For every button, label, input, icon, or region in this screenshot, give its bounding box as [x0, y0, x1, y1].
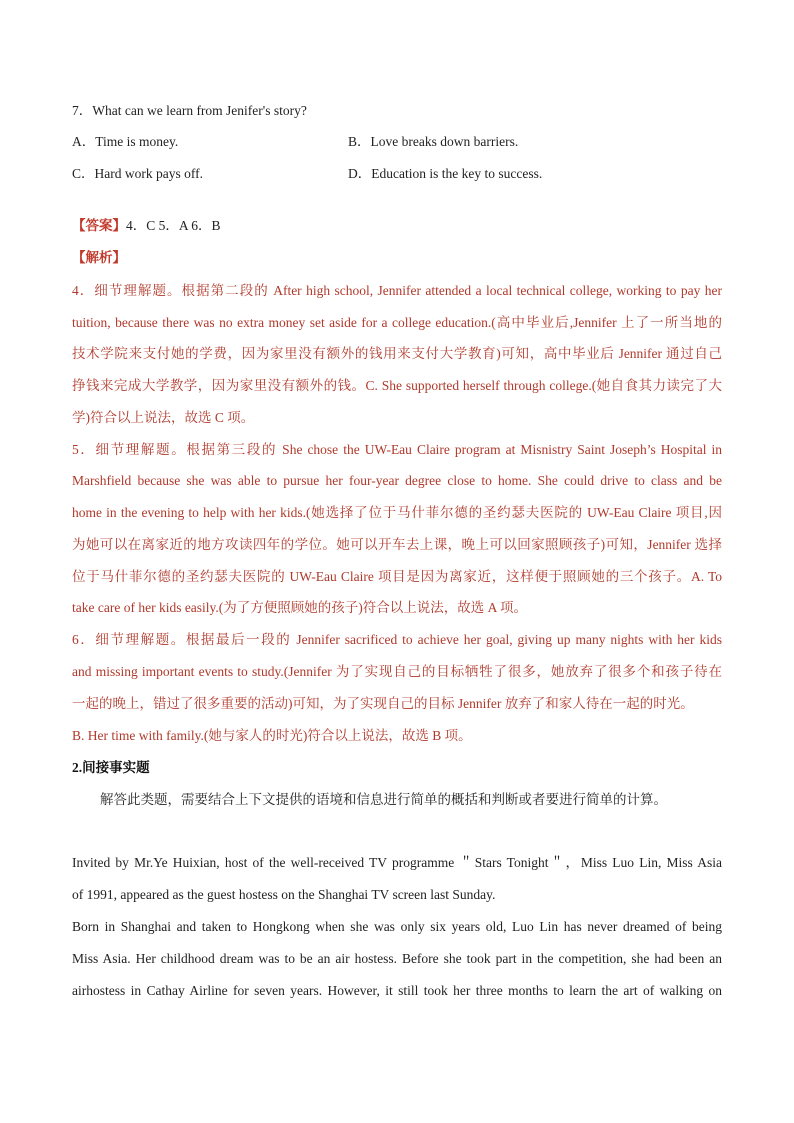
- passage-line: airhostess in Cathay Airline for seven years. However, it still took her three months to learn the art of walking on: [72, 983, 722, 998]
- analysis-line: 一起的晚上，错过了很多重要的活动)可知，为了实现自己的目标 Jennifer 放弃了和家人待在一起的时光。: [72, 696, 694, 711]
- option-d: D．Education is the key to success.: [348, 166, 543, 181]
- analysis-line: home in the evening to help with her kids.(她选择了位于马什菲尔德的圣约瑟夫医院的 UW-Eau Claire 项目,因: [72, 505, 722, 520]
- analysis-line: 技术学院来支付她的学费，因为家里没有额外的钱用来支付大学教育)可知，高中毕业后 Jennifer 通过自己: [72, 346, 722, 361]
- analysis-line: 4．细节理解题。根据第二段的 After high school, Jennifer attended a local technical college, working to pay her: [72, 283, 722, 298]
- analysis-tag: 【解析】: [72, 250, 126, 265]
- analysis-line: 位于马什菲尔德的圣约瑟夫医院的 UW-Eau Claire 项目是因为离家近，这样便于照顾她的三个孩子。A. To: [72, 569, 722, 584]
- passage-line: Born in Shanghai and taken to Hongkong when she was only six years old, Luo Lin has never dreamed of being: [72, 919, 722, 934]
- analysis-line: 5．细节理解题。根据第三段的 She chose the UW-Eau Claire program at Misnistry Saint Joseph’s Hospital in: [72, 442, 722, 457]
- analysis-line: 挣钱来完成大学教学，因为家里没有额外的钱。C. She supported herself through college.(她自食其力读完了大: [72, 378, 722, 393]
- answer-text: 4．C 5．A 6．B: [126, 218, 221, 233]
- passage-line: Invited by Mr.Ye Huixian, host of the well-received TV programme ＂Stars Tonight＂，Miss Luo Lin, Miss Asia: [72, 855, 722, 870]
- analysis-line: B. Her time with family.(她与家人的时光)符合以上说法，故选 B 项。: [72, 728, 472, 743]
- option-a: A．Time is money.: [72, 134, 179, 149]
- passage-line: of 1991, appeared as the guest hostess on the Shanghai TV screen last Sunday.: [72, 887, 496, 902]
- analysis-line: Marshfield because she was able to pursue her four-year degree close to home. She could drive to class and be: [72, 473, 722, 488]
- question-stem: 7．What can we learn from Jenifer's story?: [72, 103, 307, 118]
- analysis-line: and missing important events to study.(Jennifer 为了实现自己的目标牺牲了很多，她放弃了很多个和孩子待在: [72, 664, 722, 679]
- section-heading: 2.间接事实题: [72, 760, 150, 775]
- answer-tag: 【答案】: [72, 218, 126, 233]
- section-intro: 解答此类题，需要结合上下文提供的语境和信息进行简单的概括和判断或者要进行简单的计算。: [100, 792, 667, 807]
- analysis-line: 为她可以在离家近的地方攻读四年的学位。她可以开车去上课，晚上可以回家照顾孩子)可知，Jennifer 选择: [72, 537, 722, 552]
- option-b: B．Love breaks down barriers.: [348, 134, 519, 149]
- answer-line: [72, 216, 722, 236]
- analysis-line: tuition, because there was no extra money set aside for a college education.(高中毕业后,Jennifer 上了一所当地的: [72, 315, 722, 330]
- analysis-line: 学)符合以上说法，故选 C 项。: [72, 410, 255, 425]
- option-c: C．Hard work pays off.: [72, 166, 203, 181]
- analysis-heading: [72, 248, 722, 268]
- analysis-line: take care of her kids easily.(为了方便照顾她的孩子)符合以上说法，故选 A 项。: [72, 600, 528, 615]
- analysis-line: 6．细节理解题。根据最后一段的 Jennifer sacrificed to achieve her goal, giving up many nights with her kids: [72, 632, 722, 647]
- passage-line: Miss Asia. Her childhood dream was to be an air hostess. Before she took part in the competition, she had been an: [72, 951, 722, 966]
